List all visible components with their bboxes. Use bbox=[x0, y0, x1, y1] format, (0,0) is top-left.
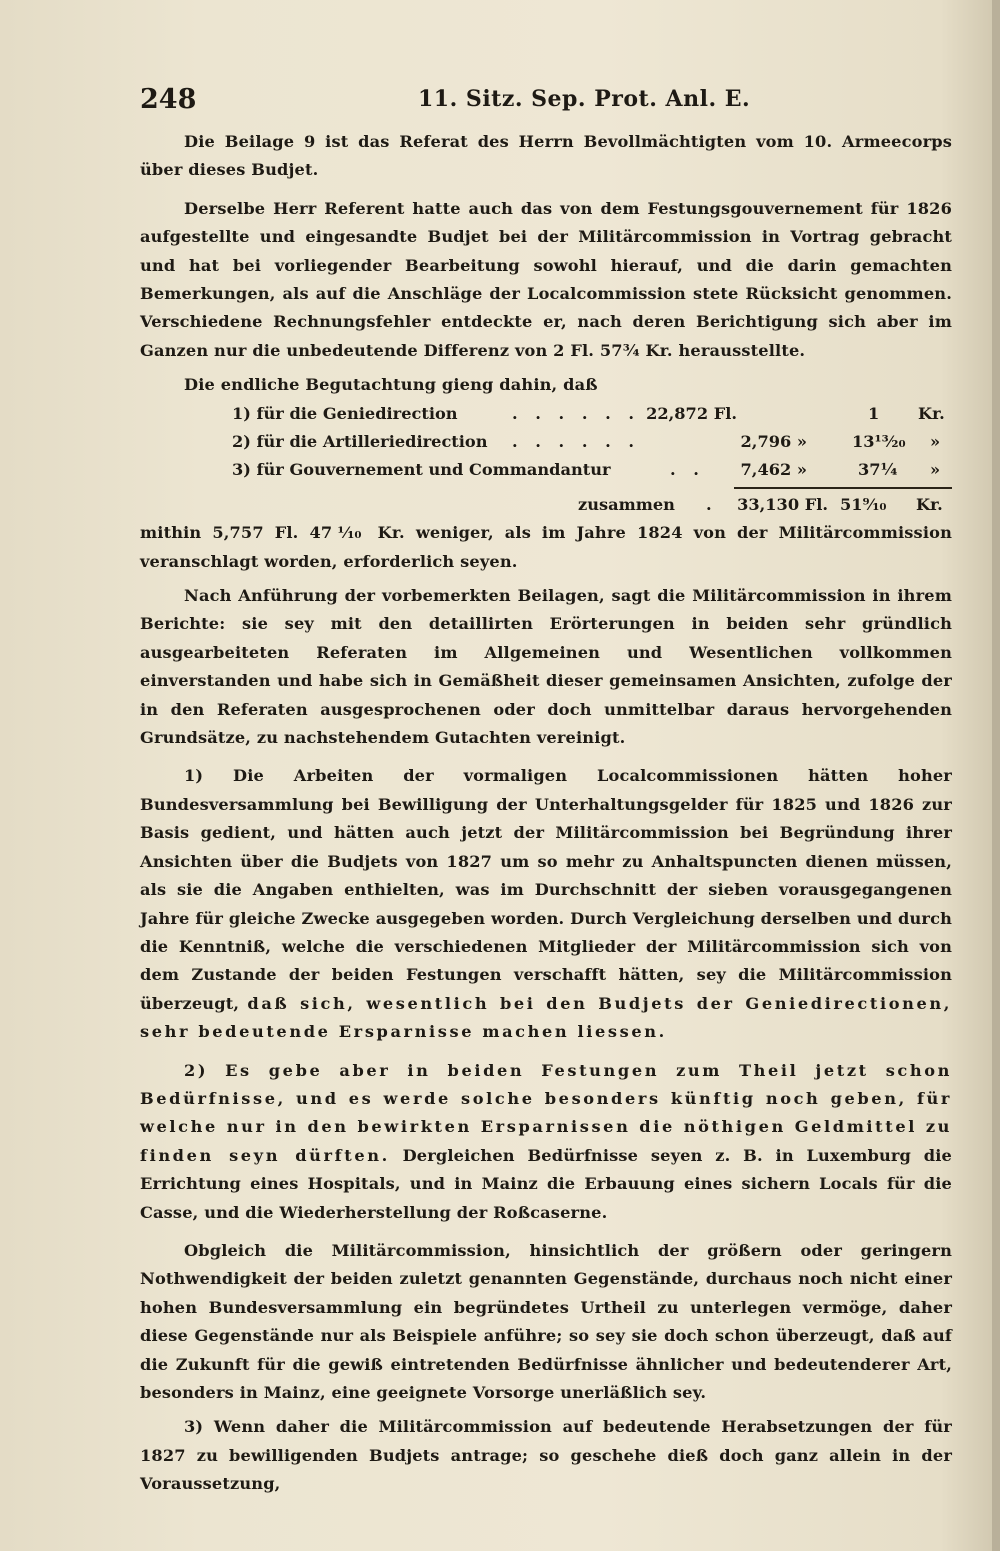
row-fraction: 13¹³⁄₂₀ bbox=[852, 432, 906, 452]
budget-table bbox=[140, 400, 952, 520]
total-unit: Kr. bbox=[916, 494, 943, 514]
paragraph-point-2 bbox=[140, 1057, 952, 1227]
paragraph-mithin: mithin 5,757 Fl. 47⅒ Kr. weniger, als im Jahre 1824 von der Militärcommission veranschlagt worden, erforderlich seyen. bbox=[140, 523, 952, 571]
point-1-text: 1) Die Arbeiten der vormaligen Localcommissionen hätten hoher Bundesversammlung bei Bewilligung der Unterhaltungsgelder für 1825 und 1826 zur Basis gedient, und hätten auch jetzt der Militärcommission bei Begründung ihrer Ansichten über die Budjets von 1827 um so mehr zu Anhaltspuncten dienen müssen, als sie die Angaben enthielten, was im Durchschnitt der sieben vorausgegangenen Jahre für gleiche Zwecke ausgegeben worden. Durch Vergleichung derselben und durch die Kenntniß, welche die verschiedenen Mitglieder der Militärcommission sich von dem Zustande der beiden Festungen verschafft hätten, sey die Militärcommission überzeugt, bbox=[140, 766, 952, 1013]
total-dots: . bbox=[706, 494, 718, 514]
point-2-text: Dergleichen Bedürfnisse seyen z. B. in Luxemburg die Errichtung eines Hospitals, und in Mainz die Erbauung eines sichern Locals für die Casse, und die Wiederherstellung der Roßcaserne. bbox=[140, 1145, 952, 1222]
row-unit: Kr. bbox=[918, 403, 945, 423]
page-number: 248 bbox=[140, 84, 197, 115]
row-amount: 2,796 » bbox=[740, 432, 807, 452]
table-row bbox=[140, 456, 952, 484]
row-label: 2) für die Artilleriedirection bbox=[232, 432, 488, 452]
row-label: 1) für die Geniedirection bbox=[232, 403, 458, 423]
row-dots: . . . . . . bbox=[512, 403, 640, 423]
row-unit: » bbox=[930, 432, 941, 452]
paragraph-nach-anfuehrung: Nach Anführung der vorbemerkten Beilagen, sagt die Militärcommission in ihrem Berichte: sie sey mit den detaillirten Erörterungen in beiden sehr gründlich ausgearbeiteten Referaten im Allgemeinen und Wesentlichen vollkommen einverstanden und habe sich in Gemäßheit dieser gemeinsamen Ansichten, zufolge der in den Referaten ausgesprochenen oder doch unmittelbar daraus hervorgehenden Grundsätze, zu nachstehendem Gutachten vereinigt. bbox=[140, 586, 952, 748]
row-dots: . . . . . . bbox=[512, 432, 640, 452]
total-amount: 33,130 Fl. bbox=[737, 494, 828, 514]
page-edge-shadow bbox=[992, 0, 1000, 1551]
row-fraction: 37¼ bbox=[858, 460, 898, 480]
paragraph-obgleich: Obgleich die Militärcommission, hinsichtlich der größern oder geringern Nothwendigkeit der beiden zuletzt genannten Gegenstände, durchaus noch nicht einer hohen Bundesversammlung ein begründetes Urtheil zu unterlegen vermöge, daher diese Gegenstände nur als Beispiele anführe; so sey sie doch schon überzeugt, daß auf die Zukunft für die gewiß eintretenden Bedürfnisse ähnlicher und bedeutenderer Art, besonders in Mainz, eine geeignete Vorsorge unerläßlich sey. bbox=[140, 1240, 952, 1402]
sum-rule bbox=[734, 487, 952, 489]
paragraph-begutachtung: Die endliche Begutachtung gieng dahin, daß bbox=[184, 375, 598, 395]
table-row bbox=[140, 400, 952, 428]
row-dots: . . bbox=[670, 460, 705, 480]
paragraph-beilage: Die Beilage 9 ist das Referat des Herrn Bevollmächtigten vom 10. Armeecorps über dieses Budjet. bbox=[140, 132, 952, 180]
table-row bbox=[140, 428, 952, 456]
running-title: 11. Sitz. Sep. Prot. Anl. E. bbox=[418, 86, 751, 112]
total-label: zusammen bbox=[578, 494, 675, 514]
total-fraction: 51⁹⁄₁₀ bbox=[840, 494, 887, 514]
paragraph-point-1 bbox=[140, 762, 952, 1046]
text-column bbox=[140, 70, 952, 1499]
row-fraction: 1 bbox=[868, 403, 880, 423]
paragraph-point-3: 3) Wenn daher die Militärcommission auf bedeutende Herabsetzungen der für 1827 zu bewilligenden Budjets antrage; so geschehe dieß doch ganz allein in der Voraussetzung, bbox=[140, 1417, 952, 1494]
row-amount: 7,462 » bbox=[740, 460, 807, 480]
running-header bbox=[140, 70, 952, 128]
table-total-row bbox=[140, 491, 952, 519]
row-unit: » bbox=[930, 460, 941, 480]
paragraph-referent: Derselbe Herr Referent hatte auch das von dem Festungsgouvernement für 1826 aufgestellte und eingesandte Budjet bei der Militärcommission in Vortrag gebracht und hat bei vorliegender Bearbeitung sowohl hierauf, und die darin gemachten Bemerkungen, als auf die Anschläge der Localcommission stete Rücksicht genommen. Verschiedene Rechnungsfehler entdeckte er, nach deren Berichtigung sich aber im Ganzen nur die unbedeutende Differenz von 2 Fl. 57¾ Kr. herausstellte. bbox=[140, 198, 952, 360]
point-1-spaced-text: daß sich, wesentlich bei den Budjets der Geniedirectionen, sehr bedeutende Ersparnisse machen liessen. bbox=[140, 993, 952, 1042]
row-amount: 22,872 Fl. bbox=[646, 403, 737, 423]
row-label: 3) für Gouvernement und Commandantur bbox=[232, 460, 611, 480]
point-2-spaced-text: 2) Es gebe aber in beiden Festungen zum Theil jetzt schon Bedürfnisse, und es werde solche besonders künftig noch geben, für welche nur in den bewirkten Ersparnissen die nöthigen Geldmittel zu finden seyn dürften. bbox=[140, 1060, 952, 1165]
